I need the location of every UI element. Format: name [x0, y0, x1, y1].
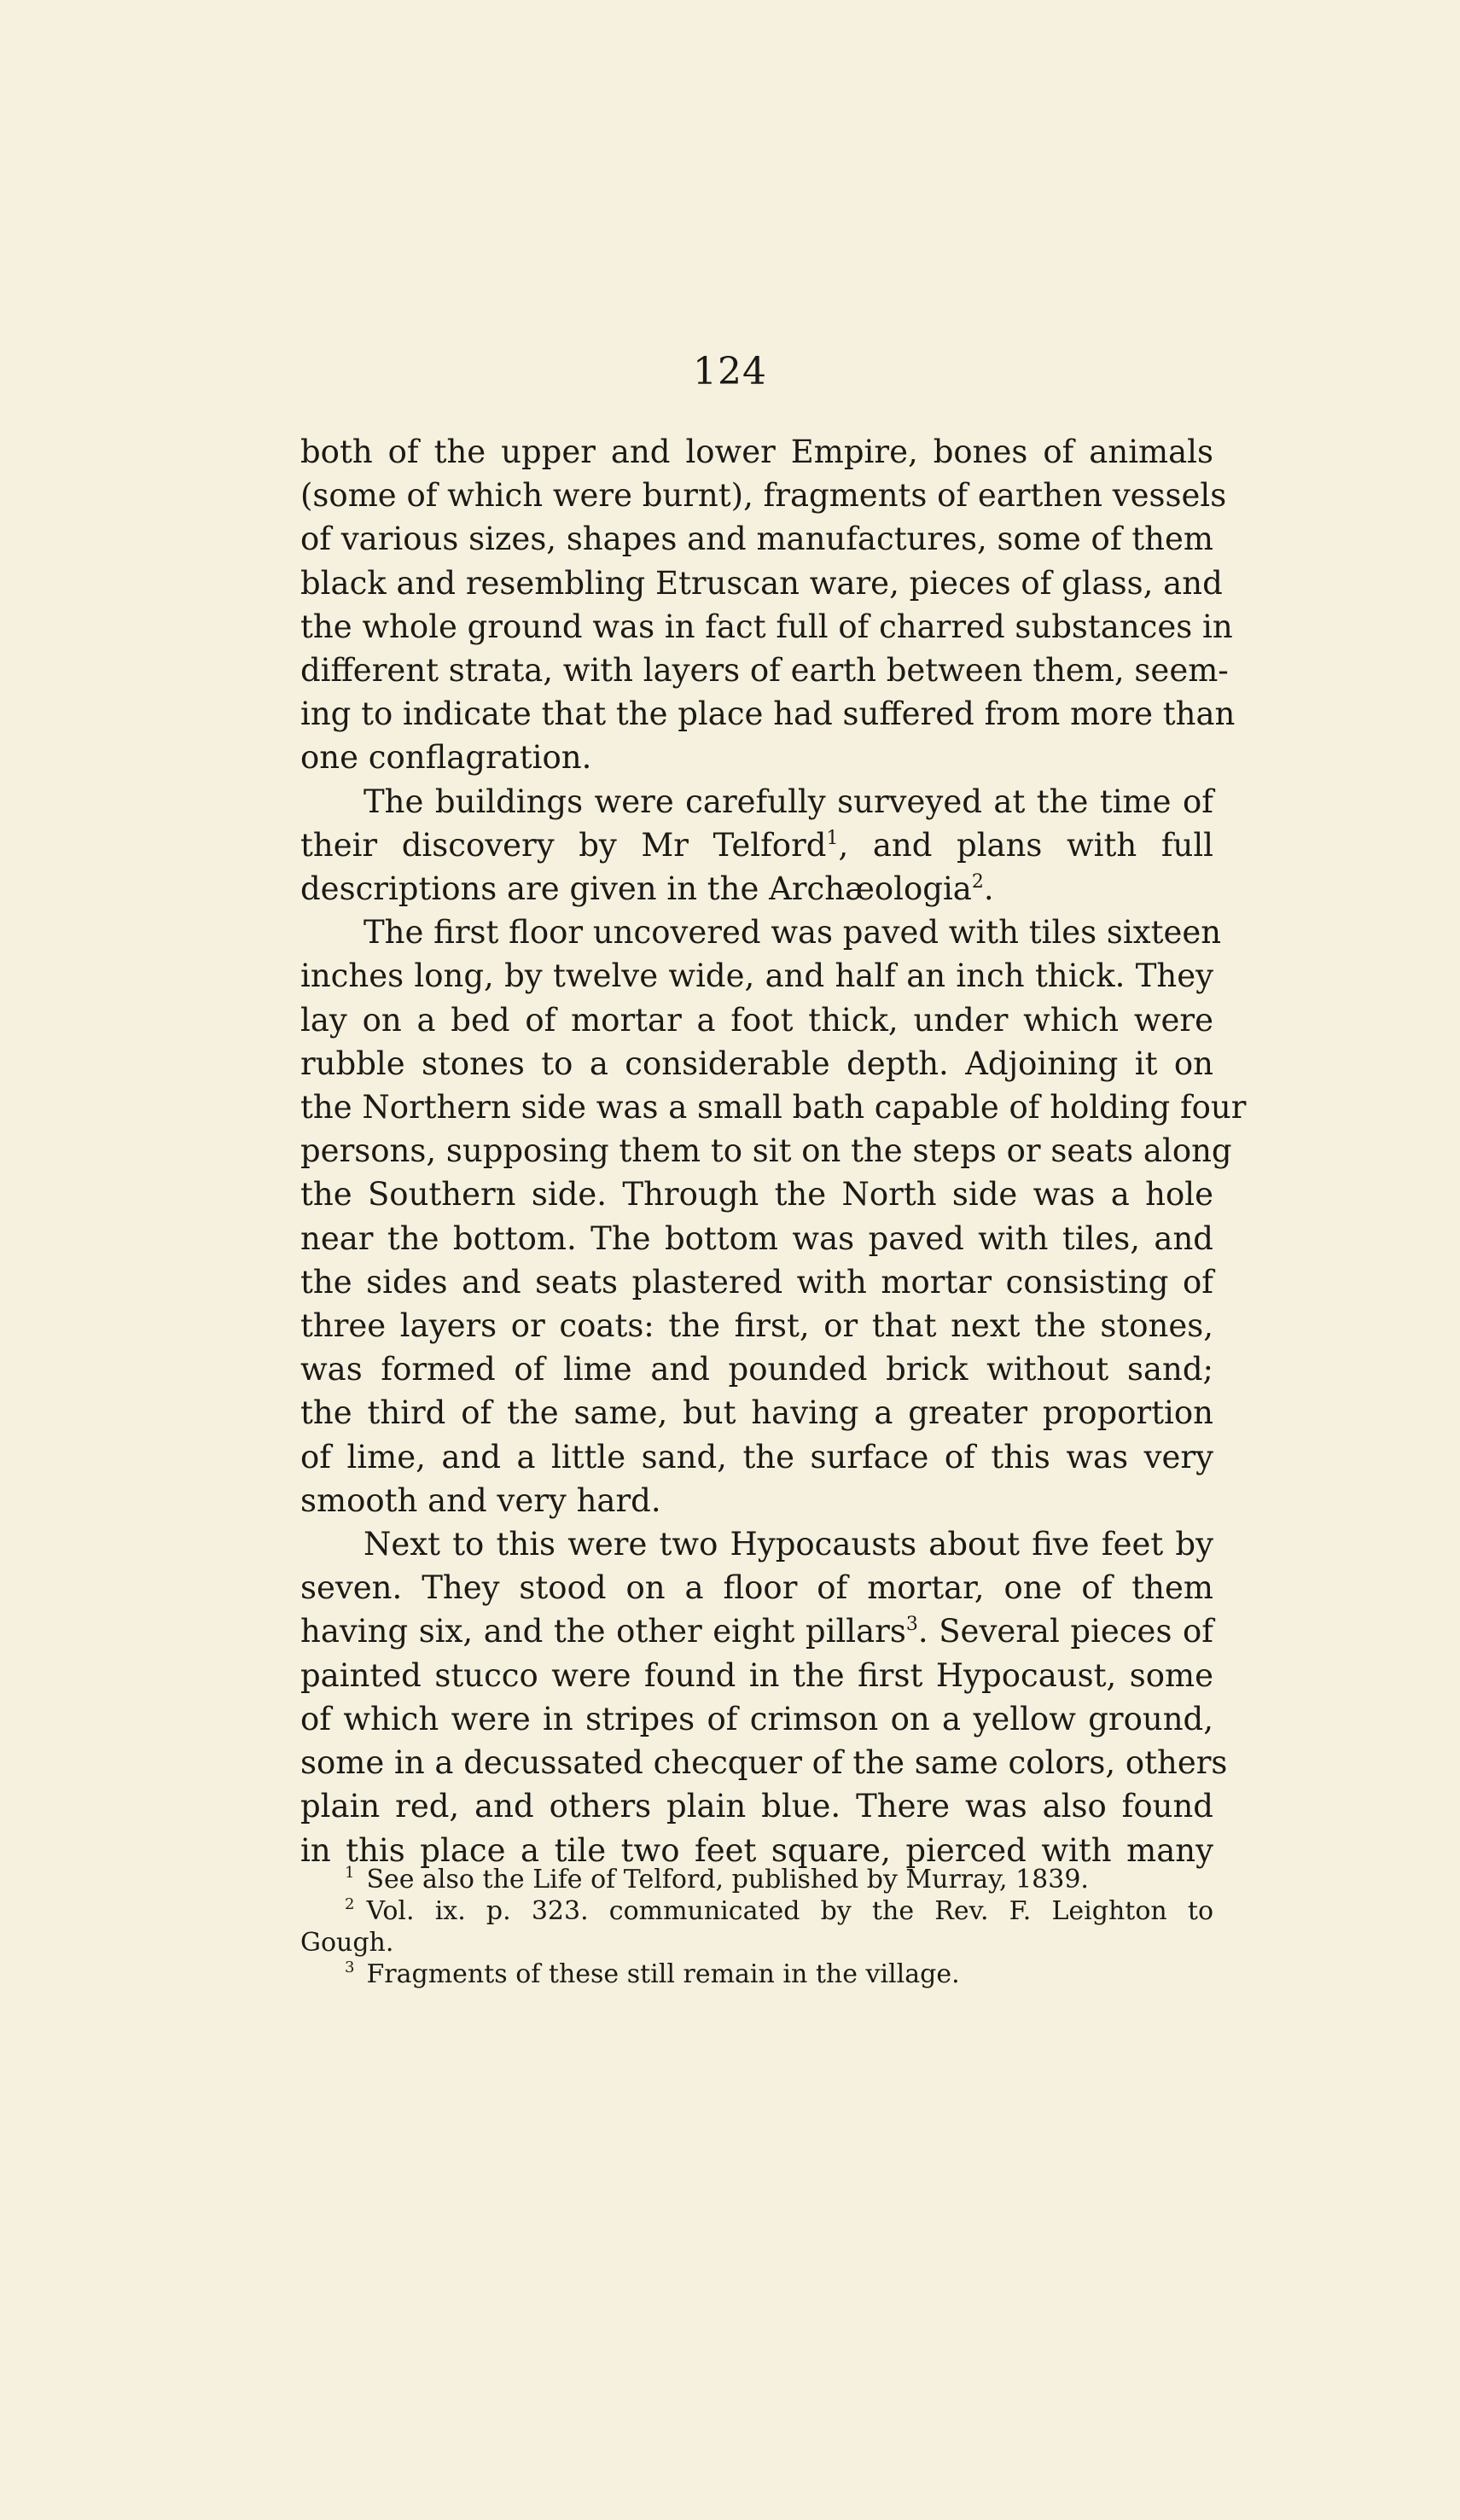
text-line: the Southern side. Through the North side was a hole	[300, 1176, 1213, 1213]
text-fragment: , and plans with full	[838, 826, 1214, 864]
text-line: of lime, and a little sand, the surface of this was very	[300, 1438, 1213, 1475]
text-line: the third of the same, but having a greater proportion	[300, 1394, 1213, 1432]
text-line: in this place a tile two feet square, pierced with many	[300, 1831, 1213, 1869]
text-fragment: descriptions are given in the Archæologia	[300, 870, 972, 908]
text-line: Next to this were two Hypocausts about five feet by	[364, 1526, 1213, 1563]
text-line: seven. They stood on a floor of mortar, one of them	[300, 1569, 1213, 1607]
text-line: was formed of lime and pounded brick without sand;	[300, 1351, 1213, 1388]
text-line: The buildings were carefully surveyed at the time of	[364, 783, 1213, 820]
text-line: different strata, with layers of earth between them, seem-	[300, 652, 1229, 690]
text-line: inches long, by twelve wide, and half an inch thick. They	[300, 957, 1213, 995]
footnote-text: Vol. ix. p. 323. communicated by the Rev. F. Leighton to	[366, 1896, 1213, 1926]
text-fragment: . Several pieces of	[917, 1613, 1213, 1650]
text-line: rubble stones to a considerable depth. Adjoining it on	[300, 1045, 1213, 1082]
footnote-text: See also the Life of Telford, published by Murray, 1839.	[366, 1865, 1089, 1894]
footnote-continuation: Gough.	[300, 1928, 394, 1958]
text-line	[300, 824, 1213, 867]
body-text	[300, 430, 1247, 1872]
text-line: three layers or coats: the first, or that next the stones,	[300, 1307, 1213, 1345]
footnote-ref[interactable]: 1	[826, 827, 839, 849]
footnotes	[300, 1864, 1213, 1990]
text-line: smooth and very hard.	[300, 1481, 661, 1519]
text-line: the sides and seats plastered with mortar consisting of	[300, 1263, 1213, 1301]
text-line	[300, 1609, 1213, 1653]
text-line: of various sizes, shapes and manufactures, some of them	[300, 521, 1213, 558]
text-fragment: .	[983, 870, 994, 908]
text-line: (some of which were burnt), fragments of earthen vessels	[300, 477, 1227, 515]
text-line: lay on a bed of mortar a foot thick, under which were	[300, 1001, 1213, 1039]
text-fragment: their discovery by Mr Telford	[300, 826, 827, 864]
text-line: plain red, and others plain blue. There was also found	[300, 1788, 1213, 1825]
footnote	[300, 1895, 1213, 1927]
text-line: some in a decussated checquer of the same colors, others	[300, 1744, 1228, 1782]
text-line: black and resembling Etruscan ware, pieces of glass, and	[300, 564, 1223, 602]
text-line: persons, supposing them to sit on the steps or seats along	[300, 1132, 1232, 1170]
text-line: the whole ground was in fact full of charred substances in	[300, 608, 1233, 645]
footnote	[300, 1958, 1213, 1990]
text-line: ing to indicate that the place had suffered from more than	[300, 695, 1236, 733]
text-line: the Northern side was a small bath capable of holding four	[300, 1089, 1247, 1126]
text-line: of which were in stripes of crimson on a yellow ground,	[300, 1700, 1213, 1737]
footnote-mark: 2	[345, 1895, 355, 1913]
footnote-mark: 1	[345, 1864, 355, 1882]
text-line: both of the upper and lower Empire, bones of animals	[300, 434, 1213, 470]
text-fragment: having six, and the other eight pillars	[300, 1613, 906, 1650]
footnote	[300, 1864, 1213, 1895]
text-line: one conflagration.	[300, 739, 592, 777]
text-line	[300, 867, 1213, 911]
footnote-ref[interactable]: 2	[971, 871, 984, 893]
footnote-text: Fragments of these still remain in the village.	[366, 1959, 960, 1989]
text-line: near the bottom. The bottom was paved with tiles, and	[300, 1219, 1213, 1257]
footnote-ref[interactable]: 3	[905, 1614, 918, 1636]
page-number: 124	[693, 350, 767, 393]
text-line: painted stucco were found in the first Hypocaust, some	[300, 1656, 1213, 1694]
text-line: The first floor uncovered was paved with tiles sixteen	[364, 914, 1222, 952]
footnote-mark: 3	[345, 1958, 355, 1976]
